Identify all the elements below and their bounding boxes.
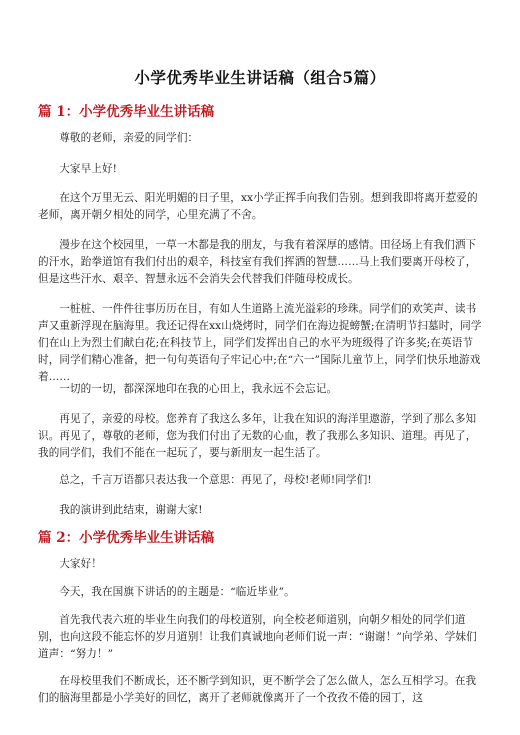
paragraph: 一桩桩、一件件往事历历在目，有如人生道路上流光溢彩的珍珠。同学们的欢笑声、读书声又重新浮现在脑海里。我还记得在xx山烧烤时，同学们在海边捉螃蟹;在清明节扫墓时，同学们在山上为烈士们献白花;在科技节上，同学们发挥出自己的水平为班级得了许多奖;在英语节时，同学们精心准备，把一句句英语句子牢记心中;在“六一”国际儿童节上，同学们快乐地游戏着……	[38, 303, 482, 383]
paragraph: 再见了，亲爱的母校。您养育了我这么多年，让我在知识的海洋里遨游，学到了那么多知识。再见了，尊敬的老师，您为我们付出了无数的心血，教了我那么多知识、道理。再见了，我的同学们，我们不能在一起玩了，要与新朋友一起生活了。	[38, 413, 477, 459]
paragraph: 一切的一切，都深深地印在我的心田上，我永远不会忘记。	[59, 383, 338, 395]
paragraph: 大家早上好!	[59, 163, 118, 175]
paragraph: 漫步在这个校园里，一草一木都是我的朋友，与我有着深厚的感情。田径场上有我们洒下的汗水，跆拳道馆有我们付出的艰辛，科技室有我们挥洒的智慧……马上我们要离开母校了，但是这些汗水、艰辛、智慧永远不会消失会代替我们伴随母校成长。	[38, 239, 477, 285]
paragraph: 在这个万里无云、阳光明媚的日子里，xx小学正挥手向我们告别。想到我即将离开惹爱的老师，离开朝夕相处的同学，心里充满了不舍。	[38, 192, 478, 221]
paragraph: 在母校里我们不断成长，还不断学到知识，更不断学会了怎么做人，怎么互相学习。在我们的脑海里都是小学美好的回忆，离开了老师就像离开了一个孜孜不倦的园丁，这	[38, 675, 477, 704]
paragraph: 尊敬的老师，亲爱的同学们：	[59, 132, 199, 144]
paragraph: 首先我代表六班的毕业生向我们的母校道别，向全校老师道别，向朝夕相处的同学们道别，也向这段不能忘怀的岁月道别！让我们真诚地向老师们说一声：“谢谢！”向学弟、学妹们道声：“努力！”	[38, 614, 477, 660]
section-2-heading: 篇 2：小学优秀毕业生讲话稿	[38, 530, 215, 546]
document-title: 小学优秀毕业生讲话稿（组合5篇）	[134, 68, 386, 87]
paragraph: 今天，我在国旗下讲话的的主题是：“临近毕业”。	[59, 586, 295, 598]
paragraph: 大家好！	[59, 558, 102, 570]
paragraph: 我的演讲到此结束，谢谢大家!	[59, 504, 203, 516]
section-1-heading: 篇 1：小学优秀毕业生讲话稿	[38, 104, 215, 120]
paragraph: 总之，千言万语都只表达我一个意思：再见了，母校!老师!同学们!	[59, 474, 372, 486]
